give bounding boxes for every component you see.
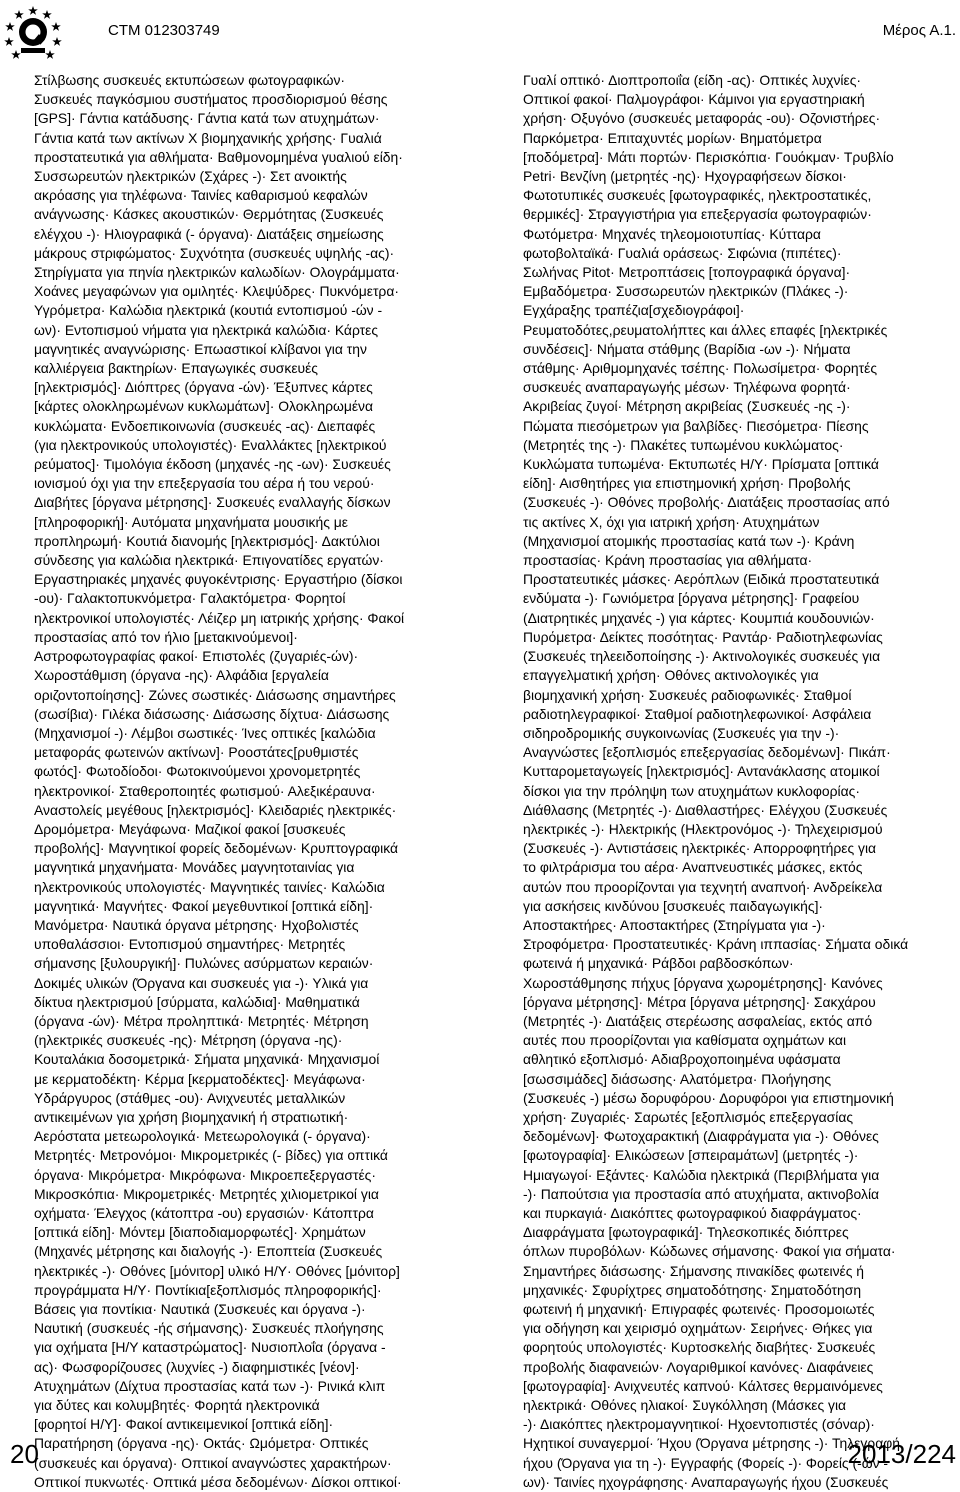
goods-list-column-left: Στίλβωσης συσκευές εκτυπώσεων φωτογραφικών· Συσκευές παγκόσμιου συστήματος προσδιορισμού θέσης [GPS]· Γάντια κατάδυσης· Γάντια κατά των ατυχημάτων· Γάντια κατά των ακτίνων Χ βιομηχανικής χρήσης· Γυαλιά προστατευτικά για αθλήματα· Βαθμονομημένα γυαλιού είδη· Συσσωρευτών ηλεκτρικών (Σχάρες -)· Σετ ανοικτής ακρόασης για τηλέφωνα· Ταινίες καθαρισμού κεφαλών ανάγνωσης· Κάσκες ακουστικών· Θερμότητας (Συσκευές ελέγχου -)· Ηλιογραφικά (- όργανα)· Διατάξεις σημείωσης μάκρους στριφώματος· Συχνότητα (συσκευές υψηλής -ας)· Στηρίγματα για πηνία ηλεκτρικών καλωδίων· Ολογράμματα· Χοάνες μεγαφώνων για ομιλητές· Κλεψύδρες· Πυκνόμετρα· Υγρόμετρα· Καλώδια ηλεκτρικά (κουτιά εντοπισμού -ών - ων)· Εντοπισμού νήματα για ηλεκτρικά καλώδια· Κάρτες μαγνητικές αναγνώρισης· Επωαστικοί κλίβανοι για την καλλιέργεια βακτηρίων· Επαγωγικές συσκευές [ηλεκτρισμός]· Διόπτρες (όργανα -ών)· Έξυπνες κάρτες [κάρτες ολοκληρωμένων κυκλωμάτων]· Ολοκληρωμένα κυκλώματα· Ενδοεπικοινωνία (συσκευές -ας)· Διεπαφές (για ηλεκτρονικούς υπολογιστές)· Εναλλάκτες [ηλεκτρικού ρεύματος]· Τιμολόγια έκδοση (μηχανές -ης -ων)· Συσκευές ιονισμού όχι για την επεξεργασία του αέρα ή του νερού· Διαβήτες [όργανα μέτρησης]· Συσκευές εναλλαγής δίσκων [πληροφορική]· Αυτόματα μηχανήματα μουσικής με προπληρωμή· Κουτιά διανομής [ηλεκτρισμός]· Δακτύλιοι σύνδεσης για καλώδια ηλεκτρικά· Επιγονατίδες εργατών· Εργαστηριακές μηχανές φυγοκέντρισης· Εργαστήριο (δίσκοι -ου)· Γαλακτοπυκνόμετρα· Γαλακτόμετρα· Φορητοί ηλεκτρονικοί υπολογιστές· Λέιζερ μη ιατρικής χρήσης· Φακοί προστασίας από τον ήλιο [μετακινούμενοι]· Αστροφωτογραφίας φακοί· Επιστολές (ζυγαριές-ών)· Χωροστάθμιση (όργανα -ης)· Αλφάδια [εργαλεία οριζοντοποίησης]· Ζώνες σωστικές· Διάσωσης σημαντήρες (σωσίβια)· Γιλέκα διάσωσης· Διάσωσης δίχτυα· Διάσωσης (Μηχανισμοί -)· Λέμβοι σωστικές· Ίνες οπτικές [καλώδια μεταφοράς φωτεινών ακτίνων]· Ροοστάτες[ρυθμιστές φωτός]· Φωτοδίοδοι· Φωτοκινούμενοι χρονομετρητές ηλεκτρονικοί· Σταθεροποιητές φωτισμού· Αλεξικέραυνα· Αναστολείς μεγέθους [ηλεκτρισμός]· Κλειδαριές ηλεκτρικές· Δρομόμετρα· Μεγάφωνα· Μαζικοί φακοί [συσκευές προβολής]· Μαγνητικοί φορείς δεδομένων· Κρυπτογραφικά μαγνητικά μηχανήματα· Μονάδες μαγνητοταινίας για ηλεκτρονικούς υπολογιστές· Μαγνητικές ταινίες· Καλώδια μαγνητικά· Μαγνήτες· Φακοί μεγεθυντικοί [οπτικά είδη]· Μανόμετρα· Ναυτικά όργανα μέτρησης· Ηχοβολιστές υποθαλάσσιοι· Εντοπισμού σημαντήρες· Μετρητές σήμανσης [ξυλουργική]· Πυλώνες ασύρματων κεραιών· Δοκιμές υλικών (Όργανα και συσκευές για -)· Υλικά για δίκτυα ηλεκτρισμού [σύρματα, καλώδια]· Μαθηματικά (όργανα -ών)· Μέτρα προληπτικά· Μετρητές· Μέτρηση (ηλεκτρικές συσκευές -ης)· Μέτρηση (όργανα -ης)· Κουταλάκια δοσομετρικά· Σήματα μηχανικά· Μηχανισμοί με κερματοδέκτη· Κέρμα [κερματοδέκτες]· Μεγάφωνα· Υδράργυρος (στάθμες -ου)· Ανιχνευτές μεταλλικών αντικειμένων για χρήση βιομηχανική ή στρατιωτική· Αερόστατα μετεωρολογικά· Μετεωρολογικά (- όργανα)· Μετρητές· Μετρονόμοι· Μικρομετρικές (- βίδες) για οπτικά όργανα· Μικρόμετρα· Μικρόφωνα· Μικροεπεξεργαστές· Μικροσκόπια· Μικρομετρικές· Μετρητές χιλιομετρικοί για οχήματα· Έλεγχος (κάτοπτρα -ου) εργασιών· Κάτοπτρα [οπτικά είδη]· Μόντεμ [διαποδιαμορφωτές]· Χρημάτων (Μηχανές μέτρησης και διαλογής -)· Εποπτεία (Συσκευές ηλεκτρικές -)· Οθόνες [μόνιτορ] υλικό Η/Υ· Οθόνες [μόνιτορ] προγράμματα Η/Υ· Ποντίκια[εξοπλισμός πληροφορικής]· Βάσεις για ποντίκια· Ναυτικά (Συσκευές και όργανα -)· Ναυτική (συσκευές -ής σήμανσης)· Συσκευές πλοήγησης για οχήματα [Η/Υ καταστρώματος]· Νυσιοπλοΐα (όργανα - ας)· Φωσφορίζουσες (λυχνίες -) διαφημιστικές [νέον]· Ατυχημάτων (Δίχτυα προστασίας κατά των -)· Ρινικά κλιπ για δύτες και κολυμβητές· Φορητά ηλεκτρονικά [φορητοί Η/Υ]· Φακοί αντικειμενικοί [οπτικά είδη]· Παρατήρηση (όργανα -ης)· Οκτάς· Ωμόμετρα· Οπτικές (συσκευές και όργανα)· Οπτικοί αναγνώστες χαρακτήρων· Οπτικοί πυκνωτές· Οπτικά μέσα δεδομένων· Δίσκοι οπτικοί· [34, 72, 405, 1490]
goods-list-column-right: Γυαλί οπτικό· Διοπτροποιΐα (είδη -ας)· Οπτικές λυχνίες· Οπτικοί φακοί· Παλμογράφοι· Κάμινοι για εργαστηριακή χρήση· Οξυγόνο (συσκευές μεταφοράς -ου)· Οζονιστήρες· Παρκόμετρα· Επιταχυντές μορίων· Βηματόμετρα [ποδόμετρα]· Μάτι πορτών· Περισκόπια· Γουόκμαν· Τρυβλίο Petri· Βενζίνη (μετρητές -ης)· Ηχογραφήσεων δίσκοι· Φωτοτυπικές συσκευές [φωτογραφικές, ηλεκτροστατικές, θερμικές]· Στραγγιστήρια για επεξεργασία φωτογραφιών· Φωτόμετρα· Μηχανές τηλεομοιοτυπίας· Κύτταρα φωτοβολταϊκά· Γυαλιά οράσεως· Σιφώνια (πιπέτες)· Σωλήνας Pitot· Μετροπτάσεις [τοπογραφικά όργανα]· Εμβαδόμετρα· Συσσωρευτών ηλεκτρικών (Πλάκες -)· Εγχάραξης τραπέζια[σχεδιογράφοι]· Ρευματοδότες,ρευματολήπτες και άλλες επαφές [ηλεκτρικές συνδέσεις]· Νήματα στάθμης (Βαρίδια -ων -)· Νήματα στάθμης· Αριθμομηχανές τσέπης· Πολωσίμετρα· Φορητές συσκευές αναπαραγωγής μέσων· Τηλέφωνα φορητά· Ακριβείας ζυγοί· Μέτρηση ακριβείας (Συσκευές -ης -)· Πώματα πιεσόμετρων για βαλβίδες· Πιεσόμετρα· Πίεσης (Μετρητές της -)· Πλακέτες τυπωμένου κυκλώματος· Κυκλώματα τυπωμένα· Εκτυπωτές Η/Υ· Πρίσματα [οπτικά είδη]· Αισθητήρες για επιστημονική χρήση· Προβολής (Συσκευές -)· Οθόνες προβολής· Διατάξεις προστασίας από τις ακτίνες Χ, όχι για ιατρική χρήση· Ατυχημάτων (Μηχανισμοί ατομικής προστασίας κατά των -)· Κράνη προστασίας· Κράνη προστασίας για αθλήματα· Προστατευτικές μάσκες· Αερόπλων (Ειδικά προστατευτικά ενδύματα -)· Γωνιόμετρα [όργανα μέτρησης]· Γραφείου (Διατρητικές μηχανές -) για κάρτες· Κουμπιά κουδουνιών· Πυρόμετρα· Δείκτες ποσότητας· Ραντάρ· Ραδιοτηλεφωνίας (Συσκευές τηλεειδοποίησης -)· Ακτινολογικές συσκευές για επαγγελματική χρήση· Οθόνες ακτινολογικές για βιομηχανική χρήση· Συσκευές ραδιοφωνικές· Σταθμοί ραδιοτηλεγραφικοί· Σταθμοί ραδιοτηλεφωνικοί· Ασφάλεια σιδηροδρομικής συγκοινωνίας (Συσκευές για την -)· Αναγνώστες [εξοπλισμός επεξεργασίας δεδομένων]· Πικάπ· Κυτταρομεταγωγείς [ηλεκτρισμός]· Αντανάκλασης ατομικοί δίσκοι για την πρόληψη των ατυχημάτων κυκλοφορίας· Διάθλασης (Μετρητές -)· Διαθλαστήρες· Ελέγχου (Συσκευές ηλεκτρικές -)· Ηλεκτρικής (Ηλεκτρονόμος -)· Τηλεχειρισμού (Συσκευές -)· Αντιστάσεις ηλεκτρικές· Απορροφητήρες για το φιλτράρισμα του αέρα· Αναπνευστικές μάσκες, εκτός αυτών που προορίζονται για τεχνητή αναπνοή· Ανδρείκελα για ασκήσεις κινδύνου [συσκευές παιδαγωγικής]· Αποστακτήρες· Αποστακτήρες (Στηρίγματα για -)· Στροφόμετρα· Προστατευτικές· Κράνη ιππασίας· Σήματα οδικά φωτεινά ή μηχανικά· Ράβδοι ραβδοσκόπων· Χωροστάθμησης πήχυς [όργανα χωρομέτρησης]· Κανόνες [όργανα μέτρησης]· Μέτρα [όργανα μέτρησης]· Σακχάρου (Μετρητές -)· Διατάξεις στερέωσης ασφαλείας, εκτός από αυτές που προορίζονται για καθίσματα οχημάτων και αθλητικό εξοπλισμό· Αδιαβροχοποιημένα υφάσματα [σωσσιμάδες] διάσωσης· Αλατόμετρα· Πλοήγησης (Συσκευές -) μέσω δορυφόρου· Δορυφόροι για επιστημονική χρήση· Ζυγαριές· Σαρωτές [εξοπλισμός επεξεργασίας δεδομένων]· Φωτοχαρακτική (Διαφράγματα για -)· Οθόνες [φωτογραφία]· Ελικώσεων [σπειραμάτων] (μετρητές -)· Ημιαγωγοί· Εξάντες· Καλώδια ηλεκτρικά (Περιβλήματα για -)· Παπούτσια για προστασία από ατυχήματα, ακτινοβολία και πυρκαγιά· Διακόπτες φωτογραφικού διαφράγματος· Διαφράγματα [φωτογραφικά]· Τηλεσκοπικές διόπτρες όπλων πυροβόλων· Κώδωνες σήμανσης· Φακοί για σήματα· Σημαντήρες διάσωσης· Σήμανσης πινακίδες φωτεινές ή μηχανικές· Σφυρίχτρες σηματοδότησης· Σηματοδότηση φωτεινή ή μηχανική· Επιγραφές φωτεινές· Προσομοιωτές για οδήγηση και χειρισμό οχημάτων· Σειρήνες· Θήκες για φορητούς υπολογιστές· Κυρτοσκελής διαβήτες· Συσκευές προβολής διαφανειών· Λογαριθμικοί κανόνες· Διαφάνειες [φωτογραφία]· Ανιχνευτές καπνού· Κάλτσες θερμαινόμενες ηλεκτρικά· Οθόνες ηλιακοί· Συγκόλληση (Μάσκες για -)· Διακόπτες ηλεκτρομαγνητικοί· Ηχοεντοπιστές (σόναρ)· Ηχητικοί συναγερμοί· Ήχου (Όργανα μέτρησης -)· Τηλεγραφή ήχου (Όργανα για τη -)· Εγγραφής (Φορείς -)· Φορείς (-ών - ων)· Ταινίες ηχογράφησης· Αναπαραγωγής ήχου (Συσκευές [523, 72, 909, 1490]
trademark-logo-icon [2, 2, 64, 64]
document-part-label: Μέρος Α.1. [882, 22, 956, 39]
document-id: CTM 012303749 [108, 22, 220, 39]
page-number: 20 [10, 1439, 39, 1469]
bulletin-issue: 2013/224 [847, 1439, 956, 1469]
